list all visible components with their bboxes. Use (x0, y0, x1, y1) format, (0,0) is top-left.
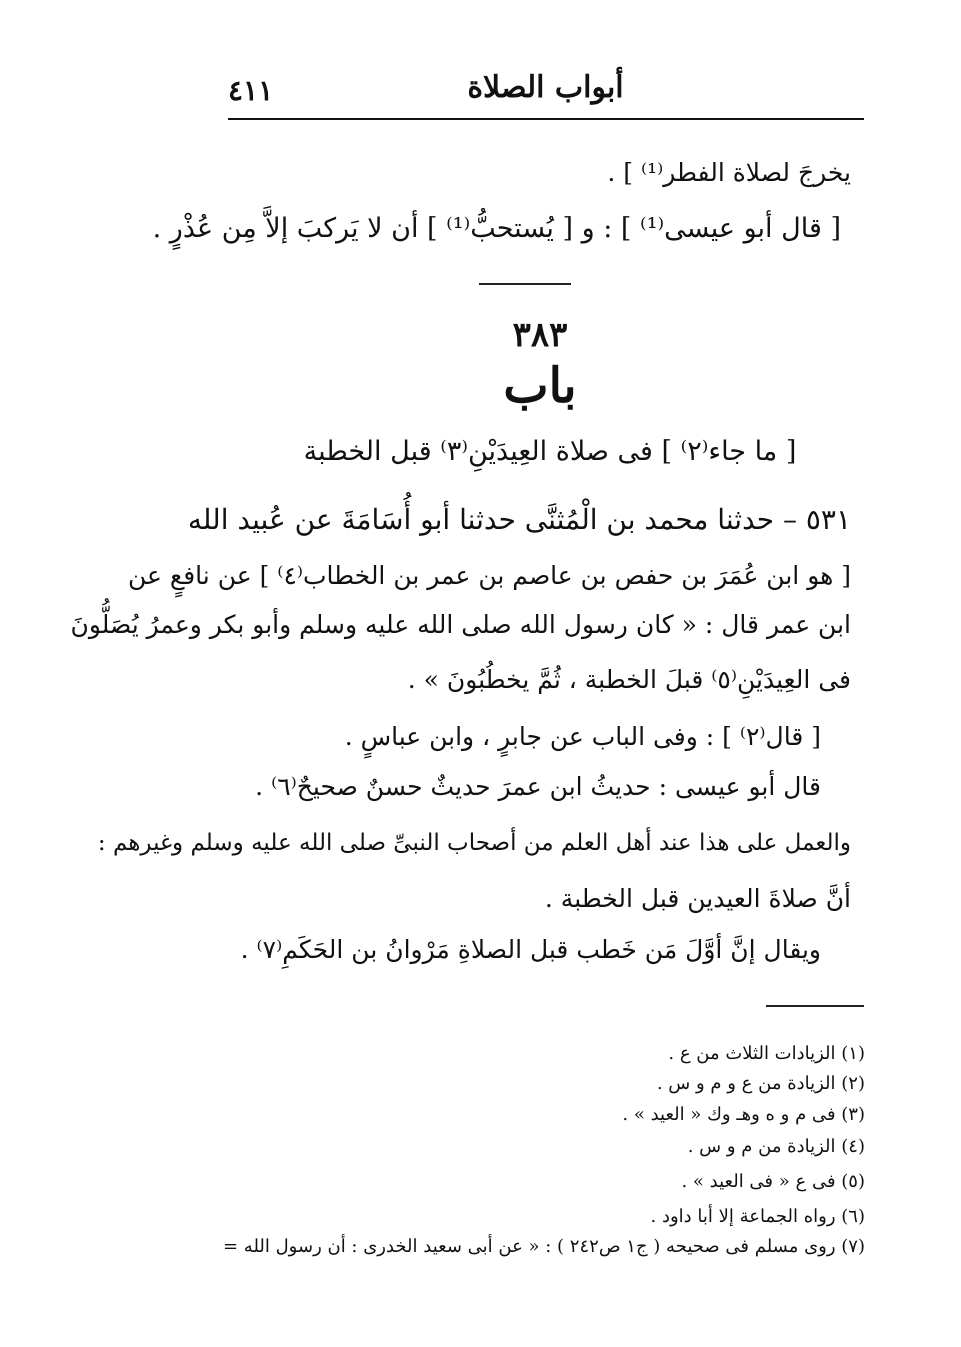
hadith-line-3: ابن عمر قال : « كان رسول الله صلى الله عليه وسلم وأبو بكر وعمرُ يُصَلُّونَ (70, 610, 851, 639)
chapter-number: ٣٨٣ (512, 315, 568, 355)
hadith-line-1: ٥٣١ – حدثنا محمد بن الْمُثنَّى حدثنا أبو أُسَامَةَ عن عُبيد الله (187, 503, 851, 536)
footnote-7: (٧) روى مسلم فى صحيحه ( ج١ ص٢٤٢ ) : « عن أبى سعيد الخدرى : أن رسول الله = (222, 1236, 865, 1257)
commentary-line-3: والعمل على هذا عند أهل العلم من أصحاب النبىِّ صلى الله عليه وسلم وغيرهم : (97, 830, 851, 856)
footnote-6: (٦) رواه الجماعة إلا أبا داود . (650, 1206, 865, 1227)
commentary-line-5: ويقال إنَّ أوَّلَ مَن خَطب قبل الصلاةِ مَرْوانُ بن الحَكَمِ⁽٧⁾ . (240, 935, 821, 964)
footnote-3: (٣) فى م و ه وهـ وك « العيد » . (622, 1104, 865, 1125)
footnote-1: (١) الزيادات الثلاث من ع . (668, 1043, 865, 1064)
hadith-line-2: [ هو ابن عُمَرَ بن حفص بن عاصم بن عمر بن الخطاب⁽٤⁾ ] عن نافعٍ عن (128, 561, 851, 590)
section-title: [ ما جاء⁽٢⁾ ] فى صلاة العِيدَيْنِ⁽٣⁾ قبل الخطبة (303, 436, 797, 467)
commentary-line-2: قال أبو عيسى : حديثُ ابن عمرَ حديثٌ حسنٌ صحيحٌ⁽٦⁾ . (255, 772, 821, 801)
page-header (228, 70, 863, 110)
running-title: أبواب الصلاة (467, 70, 624, 105)
footnote-5: (٥) فى ع « فى العيد » . (681, 1171, 865, 1192)
chapter-label: باب (503, 358, 577, 414)
commentary-line-1: [ قال⁽٢⁾ ] : وفى الباب عن جابرٍ ، وابن عباسٍ . (344, 722, 821, 751)
footnote-divider (766, 1005, 864, 1007)
top-line-2: [ قال أبو عيسى⁽¹⁾ ] : و [ يُستحبُّ⁽¹⁾ ] أن لا يَركبَ إلاَّ مِن عُذْرٍ . (152, 213, 841, 244)
footnote-4: (٤) الزيادة من م و س . (687, 1136, 865, 1157)
page-number: ٤١١ (228, 74, 274, 107)
header-rule (228, 118, 864, 120)
hadith-line-4: فى العِيدَيْنِ⁽٥⁾ قبلَ الخطبة ، ثُمَّ يخطُبُونَ » . (407, 665, 851, 694)
section-divider (479, 283, 571, 285)
footnote-2: (٢) الزيادة من ع و م و س . (656, 1073, 865, 1094)
top-line-1: يخرجَ لصلاة الفطر⁽¹⁾ ] . (607, 158, 851, 187)
commentary-line-4: أنَّ صلاةَ العيدين قبل الخطبة . (544, 884, 851, 913)
